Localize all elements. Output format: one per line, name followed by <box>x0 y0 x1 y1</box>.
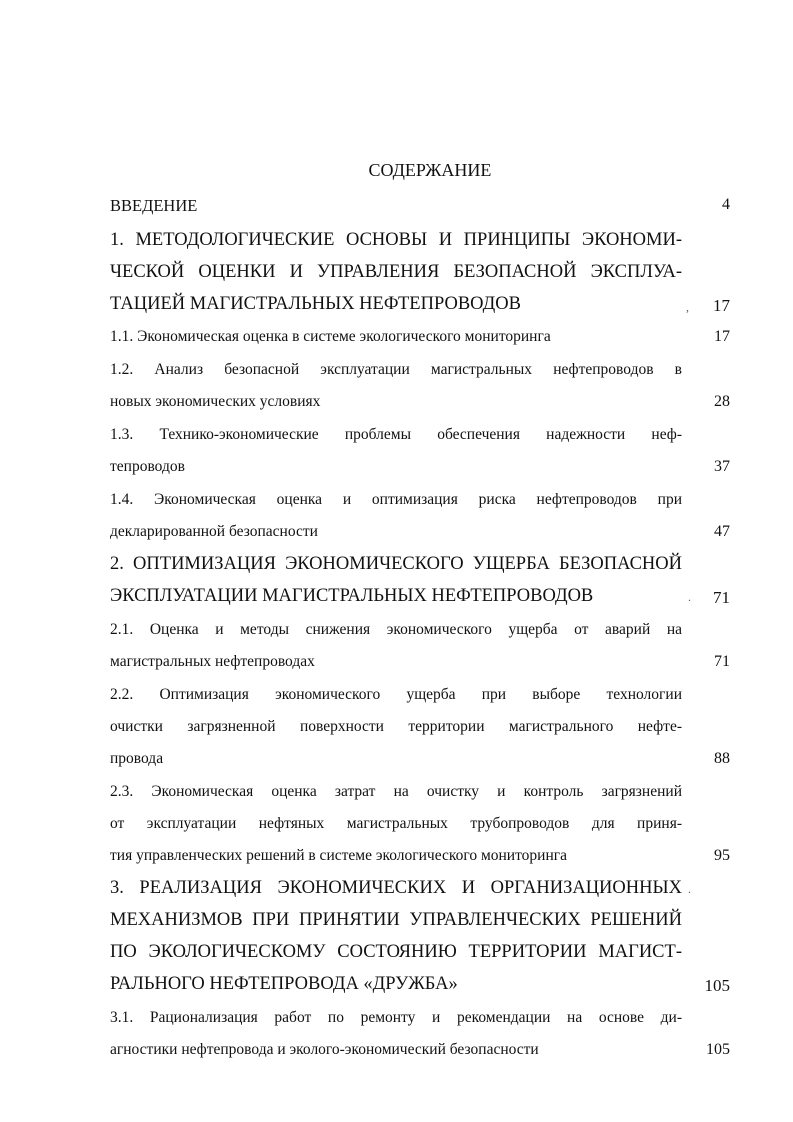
toc-title: СОДЕРЖАНИЕ <box>368 160 492 180</box>
toc-chapter-3-line-1: 3. РЕАЛИЗАЦИЯ ЭКОНОМИЧЕСКИХ И ОРГАНИЗАЦИОННЫХ <box>110 878 682 898</box>
toc-section-1-3-line-2: тепроводов <box>110 458 185 475</box>
toc-section-2-3-line-1: 2.3. Экономическая оценка затрат на очистку и контроль загрязнений <box>110 783 682 800</box>
toc-chapter-1-line-2: ЧЕСКОЙ ОЦЕНКИ И УПРАВЛЕНИЯ БЕЗОПАСНОЙ ЭКСПЛУА- <box>110 262 682 282</box>
scan-mark: , <box>686 300 689 314</box>
toc-section-1-2-line-2: новых экономических условиях <box>110 393 321 410</box>
toc-chapter-2-line-2: ЭКСПЛУАТАЦИИ МАГИСТРАЛЬНЫХ НЕФТЕПРОВОДОВ <box>110 586 594 606</box>
toc-section-1-4-line-1: 1.4. Экономическая оценка и оптимизация риска нефтепроводов при <box>110 491 682 508</box>
toc-chapter-3-line-4: РАЛЬНОГО НЕФТЕПРОВОДА «ДРУЖБА» <box>110 974 458 994</box>
toc-chapter-1-line-3: ТАЦИЕЙ МАГИСТРАЛЬНЫХ НЕФТЕПРОВОДОВ <box>110 294 521 314</box>
toc-section-1-2-line-1: 1.2. Анализ безопасной эксплуатации магистральных нефтепроводов в <box>110 361 682 378</box>
toc-page-chapter-3: 105 <box>704 976 730 995</box>
toc-page-chapter-1: 17 <box>713 296 730 315</box>
toc-section-2-2-line-3: провода <box>110 750 164 767</box>
toc-section-2-1-line-2: магистральных нефтепроводах <box>110 653 315 670</box>
toc-page-section-1-4: 47 <box>714 523 730 540</box>
toc-page-section-2-1: 71 <box>714 653 730 670</box>
toc-section-2-2-line-1: 2.2. Оптимизация экономического ущерба при выборе технологии <box>110 686 682 703</box>
toc-page-section-3-1: 105 <box>706 1041 730 1058</box>
toc-page-section-1-2: 28 <box>714 393 730 410</box>
toc-chapter-1-line-1: 1. МЕТОДОЛОГИЧЕСКИЕ ОСНОВЫ И ПРИНЦИПЫ ЭКОНОМИ- <box>110 230 682 250</box>
toc-section-2-1-line-1: 2.1. Оценка и методы снижения экономического ущерба от аварий на <box>110 621 682 638</box>
scan-mark: . <box>688 590 691 604</box>
toc-section-1-4-line-2: декларированной безопасности <box>110 523 318 540</box>
toc-page-intro: 4 <box>722 196 730 213</box>
toc-section-2-3-line-3: тия управленческих решений в системе экологического мониторинга <box>110 847 567 864</box>
toc-chapter-2-line-1: 2. ОПТИМИЗАЦИЯ ЭКОНОМИЧЕСКОГО УЩЕРБА БЕЗОПАСНОЙ <box>110 554 682 574</box>
toc-chapter-3-line-3: ПО ЭКОЛОГИЧЕСКОМУ СОСТОЯНИЮ ТЕРРИТОРИИ МАГИСТ- <box>110 942 682 962</box>
toc-page-section-2-3: 95 <box>714 847 730 864</box>
toc-page-section-1-3: 37 <box>714 458 730 475</box>
toc-page-section-2-2: 88 <box>714 750 730 767</box>
toc-section-1-1-line-1: 1.1. Экономическая оценка в системе экологического мониторинга <box>110 328 551 345</box>
toc-entry-intro: ВВЕДЕНИЕ <box>110 196 198 215</box>
toc-section-3-1-line-2: агностики нефтепровода и эколого-экономический безопасности <box>110 1041 539 1058</box>
toc-section-2-3-line-2: от эксплуатации нефтяных магистральных трубопроводов для приня- <box>110 815 682 832</box>
toc-chapter-3-line-2: МЕХАНИЗМОВ ПРИ ПРИНЯТИИ УПРАВЛЕНЧЕСКИХ РЕШЕНИЙ <box>110 910 682 930</box>
toc-section-3-1-line-1: 3.1. Рационализация работ по ремонту и рекомендации на основе ди- <box>110 1009 682 1026</box>
toc-page-chapter-2: 71 <box>713 588 730 607</box>
toc-section-2-2-line-2: очистки загрязненной поверхности территории магистрального нефте- <box>110 718 682 735</box>
toc-page-section-1-1: 17 <box>714 328 730 345</box>
toc-section-1-3-line-1: 1.3. Технико-экономические проблемы обеспечения надежности неф- <box>110 426 682 443</box>
scan-mark: . <box>688 882 691 896</box>
